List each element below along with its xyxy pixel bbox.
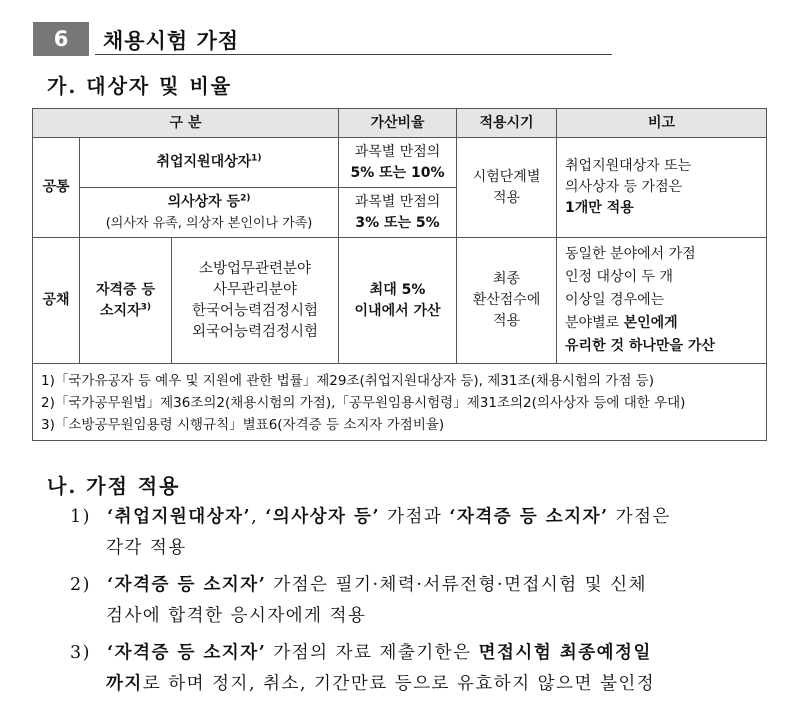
table-header-row bbox=[33, 109, 767, 138]
certificate-holder: 자격증 등 소지자$^{3)}$ bbox=[80, 238, 172, 364]
table-row bbox=[33, 138, 767, 188]
section-title: 채용시험 가점 bbox=[103, 29, 240, 53]
header-rate: 가산비율 bbox=[339, 109, 457, 138]
footnote: 2)「국가공무원법」제36조의2(채용시험의 가점),「공무원임용시험령」제31조의2(의사상자 등에 대한 우대) bbox=[41, 395, 686, 411]
footnotes bbox=[33, 364, 767, 441]
certificate-fields: 소방업무관련분야 사무관리분야 한국어능력검정시험 외국어능력검정시험 bbox=[172, 238, 339, 364]
public-rate: 최대 5% 이내에서 가산 bbox=[339, 238, 457, 364]
subsection-a-title: 가. 대상자 및 비율 bbox=[47, 74, 233, 98]
header-timing: 적용시기 bbox=[457, 109, 557, 138]
rate-cell-2: 과목별 만점의 3% 또는 5% bbox=[339, 188, 457, 238]
injured-persons-target: 의사상자 등$^{2)}$ (의사자 유족, 의상자 본인이나 가족) bbox=[80, 188, 339, 238]
footnote: 1)「국가유공자 등 예우 및 지원에 관한 법률」제29조(취업지원대상자 등), 제31조(채용시험의 가점 등) bbox=[41, 373, 654, 389]
subsection-b-title: 나. 가점 적용 bbox=[47, 474, 181, 498]
public-note: 동일한 분야에서 가점 인정 대상이 두 개 이상일 경우에는 분야별로 본인에게 유리한 것 하나만을 가산 bbox=[557, 238, 767, 364]
list-item: 3) ‘자격증 등 소지자’ 가점의 자료 제출기한은 면접시험 최종예정일 까지로 하며 정지, 취소, 기간만료 등으로 유효하지 않으면 불인정 bbox=[70, 643, 656, 694]
title-underline bbox=[95, 54, 612, 55]
header-category: 구 분 bbox=[33, 109, 339, 138]
employment-support-target: 취업지원대상자$^{1)}$ bbox=[80, 138, 339, 188]
common-note: 취업지원대상자 또는 의사상자 등 가점은 1개만 적용 bbox=[557, 138, 767, 238]
public-timing: 최종 환산점수에 적용 bbox=[457, 238, 557, 364]
header-note: 비고 bbox=[557, 109, 767, 138]
common-timing: 시험단계별 적용 bbox=[457, 138, 557, 238]
common-label: 공통 bbox=[33, 138, 80, 238]
rate-cell-1: 과목별 만점의 5% 또는 10% bbox=[339, 138, 457, 188]
table-row bbox=[33, 364, 767, 441]
table-row bbox=[33, 238, 767, 364]
bonus-table bbox=[32, 108, 767, 441]
section-number-badge: 6 bbox=[33, 22, 89, 56]
list-item: 2) ‘자격증 등 소지자’ 가점은 필기·체력·서류전형·면접시험 및 신체 검사에 합격한 응시자에게 적용 bbox=[70, 575, 648, 626]
public-label: 공채 bbox=[33, 238, 80, 364]
list-item: 1) ‘취업지원대상자’, ‘의사상자 등’ 가점과 ‘자격증 등 소지자’ 가점은 각각 적용 bbox=[70, 507, 671, 558]
footnote: 3)「소방공무원임용령 시행규칙」별표6(자격증 등 소지자 가점비율) bbox=[41, 417, 445, 433]
